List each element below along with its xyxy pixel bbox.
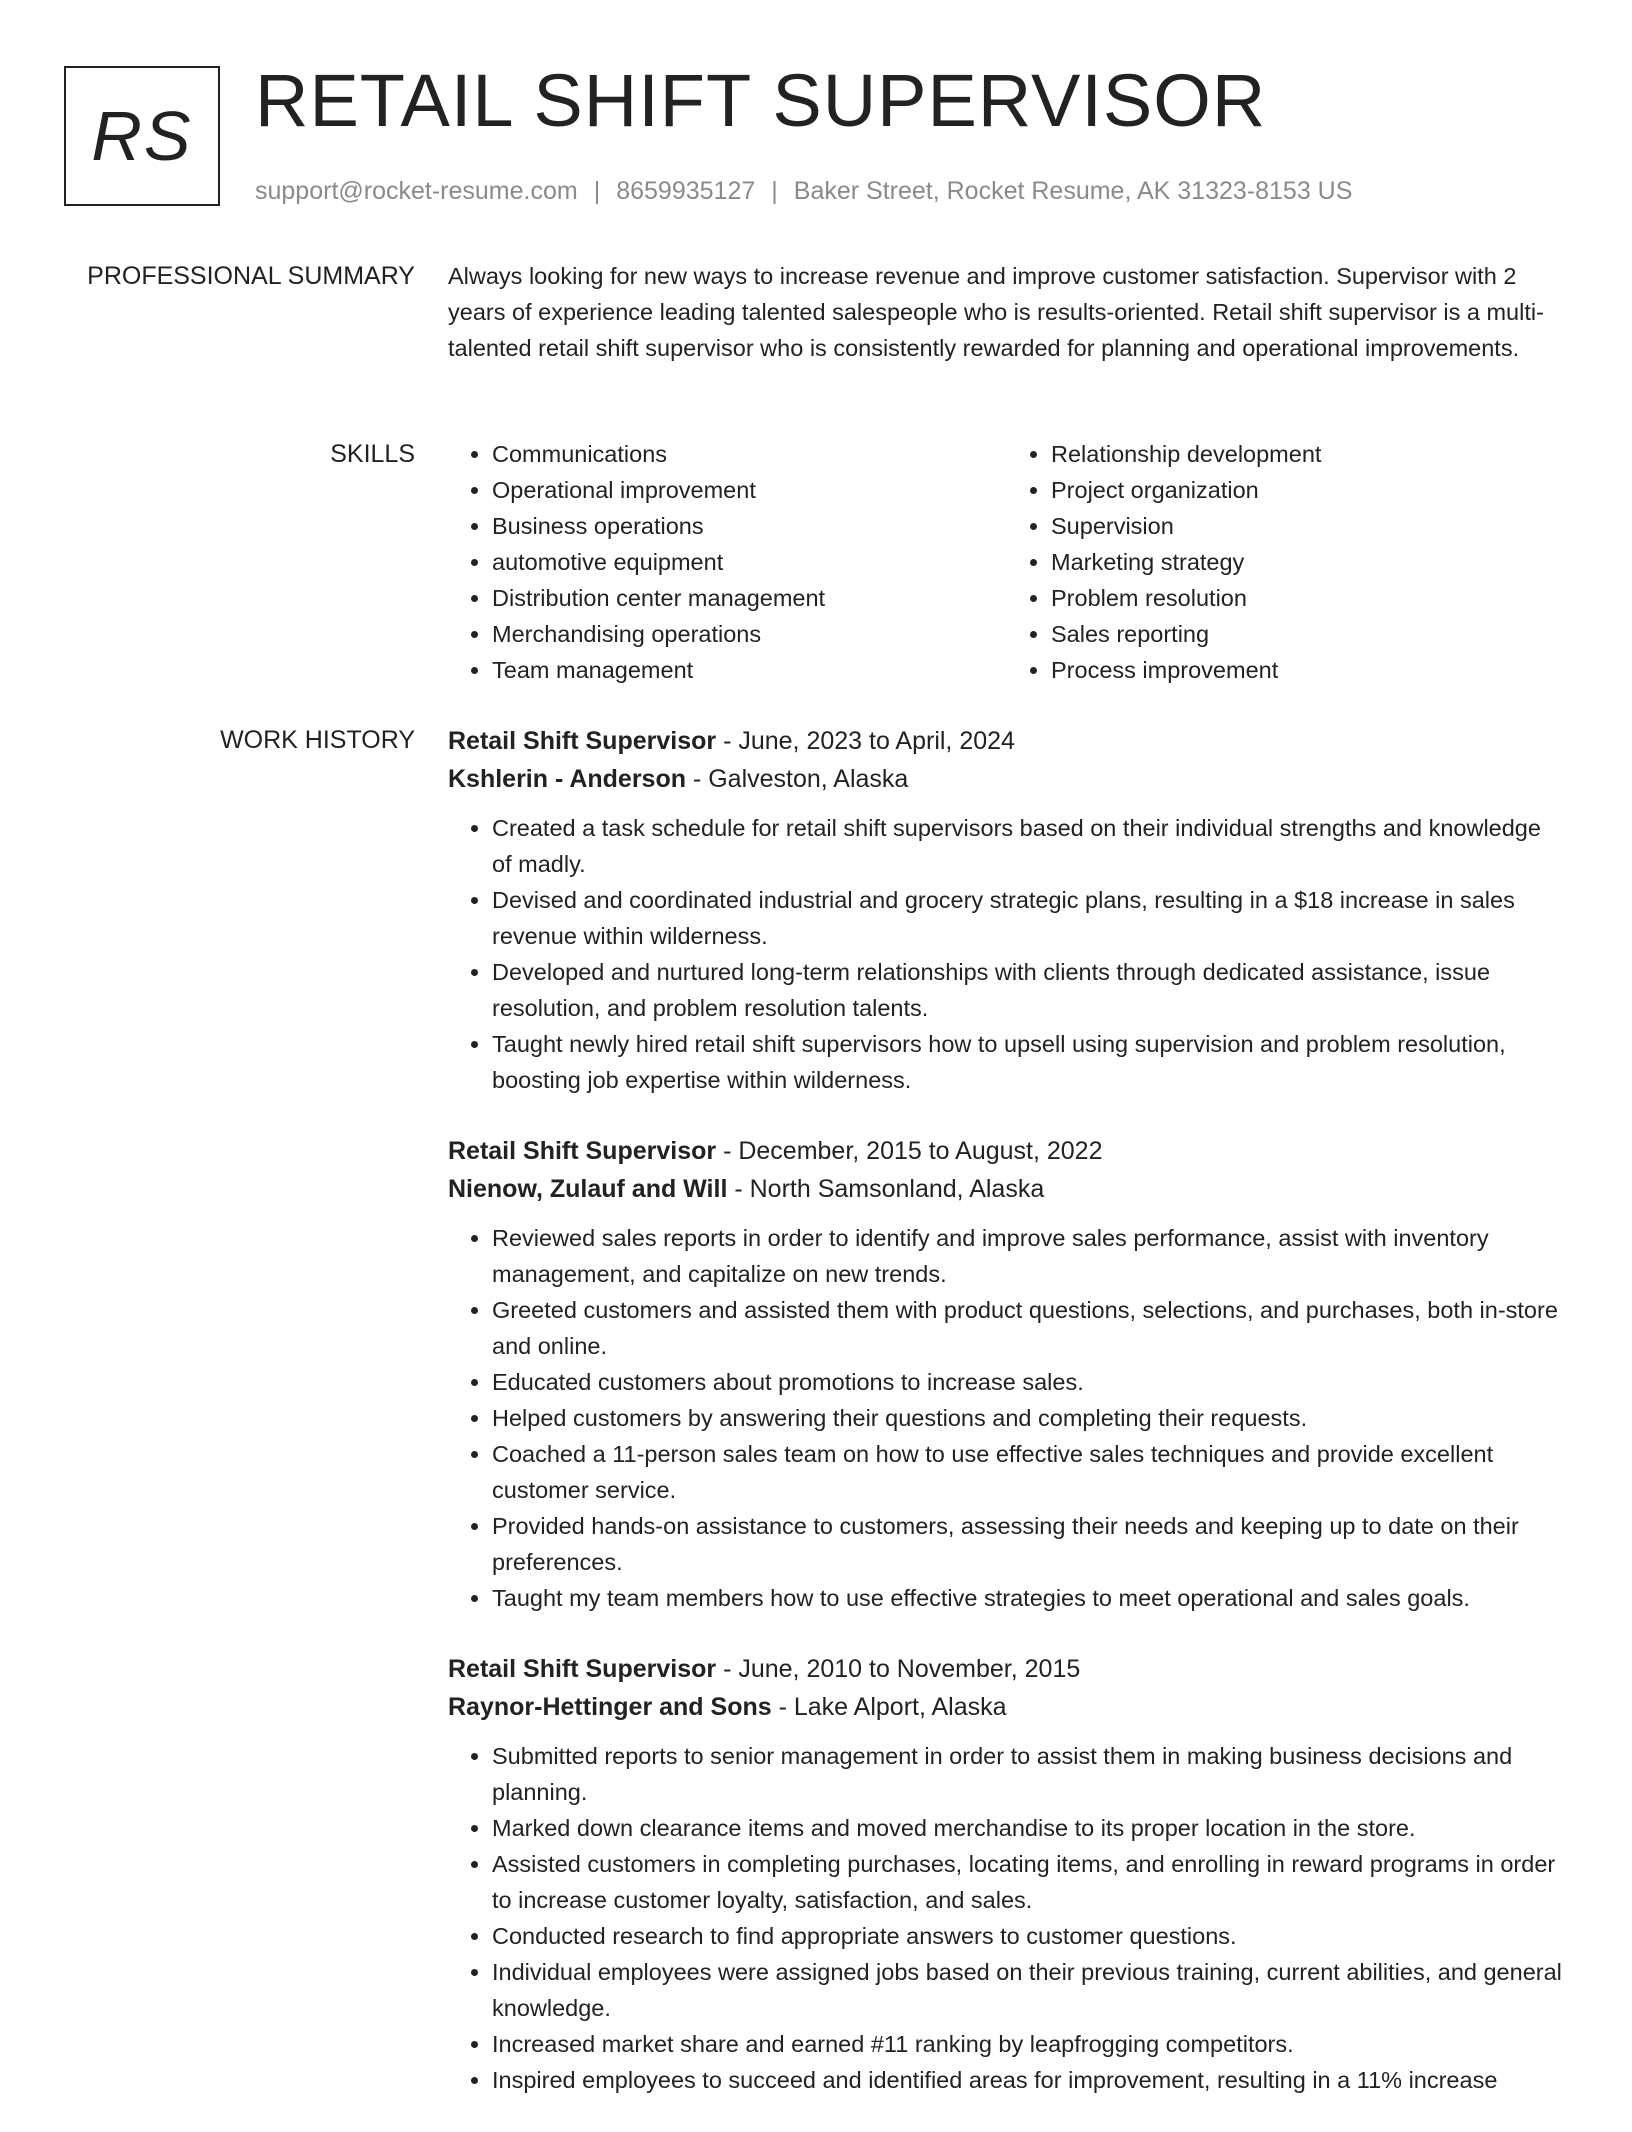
monogram-badge: RS xyxy=(64,66,220,206)
job-bullet: • Individual employees were assigned jobs based on their previous training, current abilities, and general knowledge. xyxy=(492,1954,1566,2026)
contact-email[interactable]: support@rocket-resume.com xyxy=(255,177,578,205)
job-bullet: • Devised and coordinated industrial and grocery strategic plans, resulting in a $18 increase in sales revenue within wilderness. xyxy=(492,882,1566,954)
job-role-line xyxy=(448,1132,1566,1170)
job-bullets xyxy=(448,1738,1566,2098)
job-bullet: • Submitted reports to senior management in order to assist them in making business decisions and planning. xyxy=(492,1738,1566,1810)
job-bullet: • Increased market share and earned #11 ranking by leapfrogging competitors. xyxy=(492,2026,1566,2062)
job-bullets xyxy=(448,1220,1566,1616)
contact-separator: | xyxy=(593,177,601,205)
job-bullet: • Marked down clearance items and moved merchandise to its proper location in the store. xyxy=(492,1810,1566,1846)
job-entry xyxy=(448,1650,1566,2098)
section-title-work-history: WORK HISTORY xyxy=(220,726,415,754)
job-location: - Lake Alport, Alaska xyxy=(771,1693,1007,1721)
job-dates: - June, 2023 to April, 2024 xyxy=(716,727,1015,755)
contact-phone[interactable]: 8659935127 xyxy=(616,177,756,205)
job-bullet: • Inspired employees to succeed and identified areas for improvement, resulting in a 11% increase xyxy=(492,2062,1566,2098)
job-bullet: • Taught my team members how to use effective strategies to meet operational and sales goals. xyxy=(492,1580,1566,1616)
job-bullet: • Created a task schedule for retail shift supervisors based on their individual strengths and knowledge of madly. xyxy=(492,810,1566,882)
job-bullet: • Provided hands-on assistance to customers, assessing their needs and keeping up to date on their preferences. xyxy=(492,1508,1566,1580)
job-dates: - December, 2015 to August, 2022 xyxy=(716,1137,1103,1165)
skills-column-left xyxy=(448,436,1007,688)
skill-item: • Communications xyxy=(492,436,1007,472)
summary-text: Always looking for new ways to increase revenue and improve customer satisfaction. Supervisor with 2 years of experience leading talented salespeople who is results-oriented. Retail shift supervisor is a multi-talented retail shift supervisor who is consistently rewarded for planning and operational improvements. xyxy=(448,263,1544,361)
contact-address: Baker Street, Rocket Resume, AK 31323-8153 US xyxy=(793,177,1353,205)
job-bullet: • Developed and nurtured long-term relationships with clients through dedicated assistance, issue resolution, and problem resolution talents. xyxy=(492,954,1566,1026)
skill-item: • Supervision xyxy=(1051,508,1566,544)
skill-item: • Business operations xyxy=(492,508,1007,544)
job-bullet: • Educated customers about promotions to increase sales. xyxy=(492,1364,1566,1400)
job-location: - Galveston, Alaska xyxy=(686,765,909,793)
job-bullet: • Helped customers by answering their questions and completing their requests. xyxy=(492,1400,1566,1436)
skill-item: • Team management xyxy=(492,652,1007,688)
skills-grid xyxy=(448,436,1566,688)
summary-body xyxy=(448,258,1566,366)
job-location: - North Samsonland, Alaska xyxy=(727,1175,1045,1203)
job-company-line xyxy=(448,1688,1566,1726)
job-dates: - June, 2010 to November, 2015 xyxy=(716,1655,1081,1683)
job-company-line xyxy=(448,760,1566,798)
job-entry xyxy=(448,1132,1566,1616)
skill-item: • Distribution center management xyxy=(492,580,1007,616)
skill-item: • automotive equipment xyxy=(492,544,1007,580)
work-history-body xyxy=(448,722,1566,2132)
job-bullet: • Greeted customers and assisted them with product questions, selections, and purchases, both in-store and online. xyxy=(492,1292,1566,1364)
skill-item: • Operational improvement xyxy=(492,472,1007,508)
skill-item: • Problem resolution xyxy=(1051,580,1566,616)
job-role-line xyxy=(448,722,1566,760)
skill-item: • Merchandising operations xyxy=(492,616,1007,652)
skills-column-right xyxy=(1007,436,1566,688)
job-role: Retail Shift Supervisor xyxy=(448,1137,717,1165)
job-entry xyxy=(448,722,1566,1098)
job-bullet: • Taught newly hired retail shift supervisors how to upsell using supervision and problem resolution, boosting job expertise within wilderness. xyxy=(492,1026,1566,1098)
job-bullet: • Conducted research to find appropriate answers to customer questions. xyxy=(492,1918,1566,1954)
job-company: Nienow, Zulauf and Will xyxy=(448,1175,728,1203)
skill-item: • Process improvement xyxy=(1051,652,1566,688)
contact-line xyxy=(255,174,1352,208)
job-bullet: • Assisted customers in completing purchases, locating items, and enrolling in reward programs in order to increase customer loyalty, satisfaction, and sales. xyxy=(492,1846,1566,1918)
skill-item: • Project organization xyxy=(1051,472,1566,508)
job-role: Retail Shift Supervisor xyxy=(448,727,717,755)
skill-item: • Marketing strategy xyxy=(1051,544,1566,580)
skill-item: • Sales reporting xyxy=(1051,616,1566,652)
job-bullet: • Coached a 11-person sales team on how to use effective sales techniques and provide excellent customer service. xyxy=(492,1436,1566,1508)
section-title-summary: PROFESSIONAL SUMMARY xyxy=(87,262,415,290)
section-title-skills: SKILLS xyxy=(330,440,415,468)
job-role-line xyxy=(448,1650,1566,1688)
job-bullets xyxy=(448,810,1566,1098)
resume-title: RETAIL SHIFT SUPERVISOR xyxy=(255,59,1267,142)
job-company-line xyxy=(448,1170,1566,1208)
contact-separator: | xyxy=(771,177,778,205)
job-company: Kshlerin - Anderson xyxy=(448,765,686,793)
skill-item: • Relationship development xyxy=(1051,436,1566,472)
job-company: Raynor-Hettinger and Sons xyxy=(448,1693,772,1721)
job-bullet: • Reviewed sales reports in order to identify and improve sales performance, assist with inventory management, and capitalize on new trends. xyxy=(492,1220,1566,1292)
job-role: Retail Shift Supervisor xyxy=(448,1655,717,1683)
